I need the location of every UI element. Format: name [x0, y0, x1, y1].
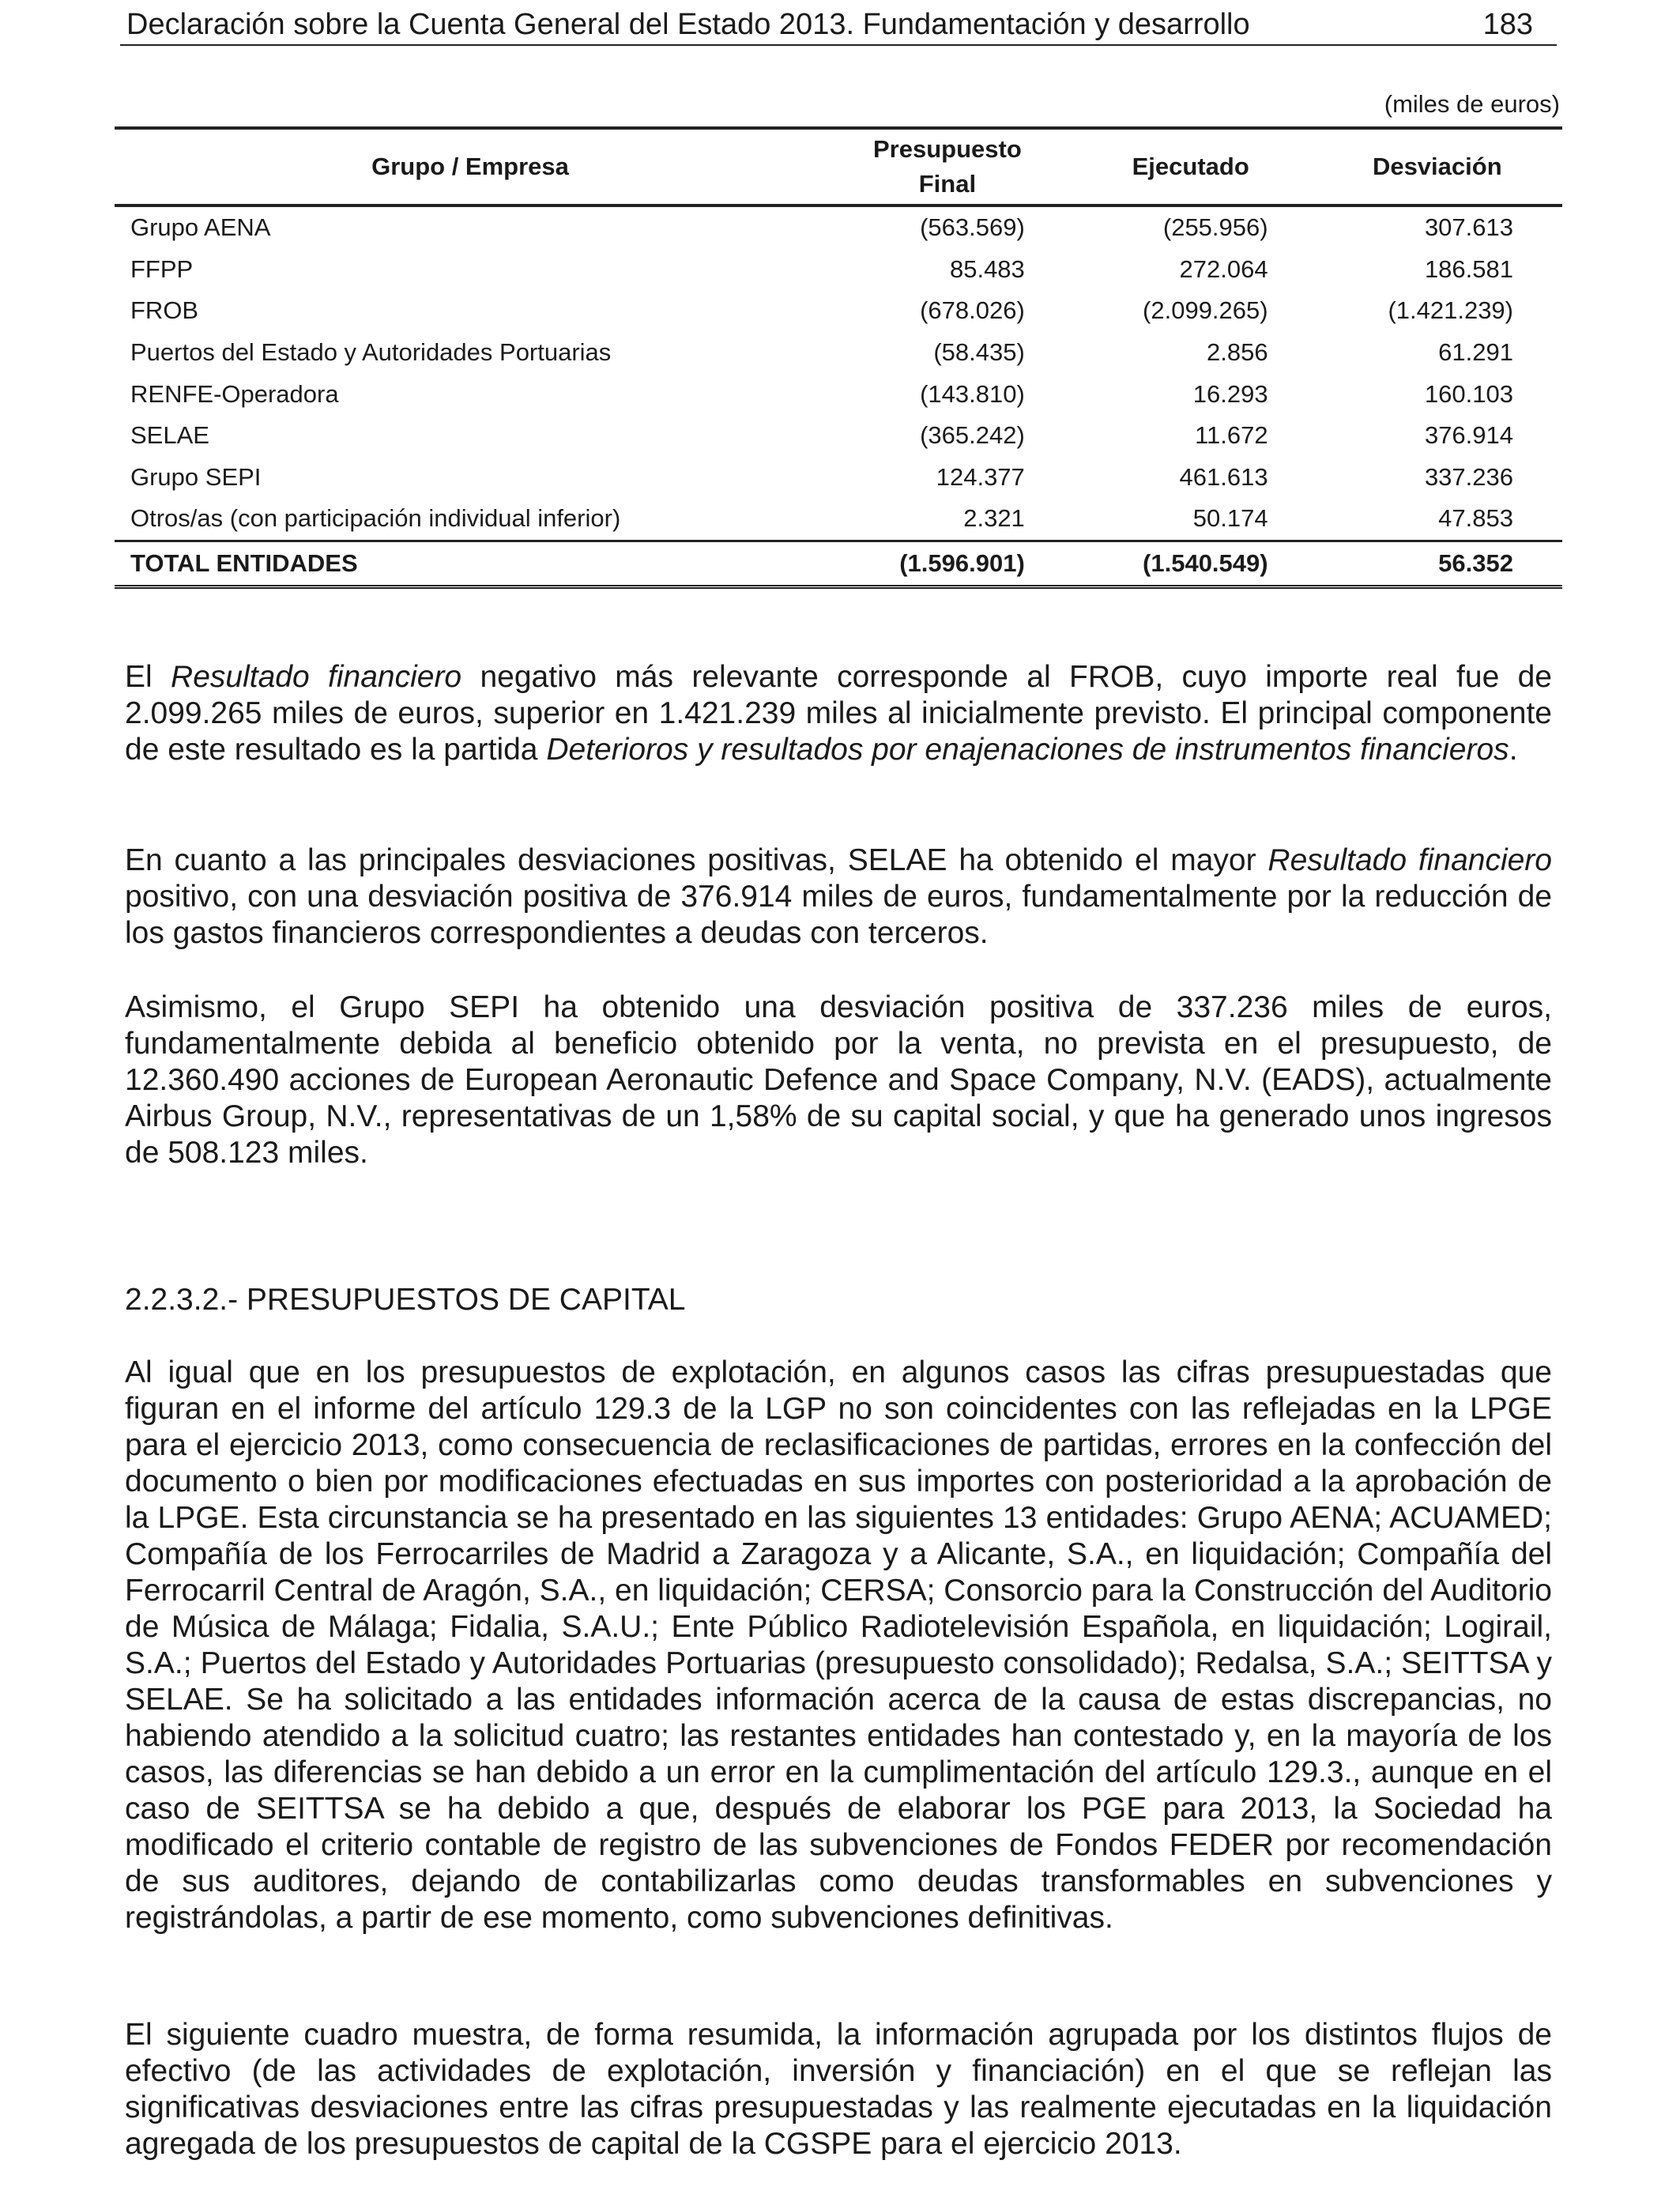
table-row [115, 415, 1562, 457]
header-title: Declaración sobre la Cuenta General del Estado 2013. Fundamentación y desarrollo [126, 8, 1250, 41]
paragraph-capital-budgets: Al igual que en los presupuestos de explotación, en algunos casos las cifras presupuestadas que figuran en el informe del artículo 129.3 de la LGP no son coincidentes con las reflejadas en la LPGE para el ejercicio 2013, como consecuencia de reclasificaciones de partidas, errores en la confección del documento o bien por modificaciones efectuadas en sus importes con posterioridad a la aprobación de la LPGE. Esta circunstancia se ha presentado en las siguientes 13 entidades: Grupo AENA; ACUAMED; Compañía de los Ferrocarriles de Madrid a Zaragoza y a Alicante, S.A., en liquidación; Compañía del Ferrocarril Central de Aragón, S.A., en liquidación; CERSA; Consorcio para la Construcción del Auditorio de Música de Málaga; Fidalia, S.A.U.; Ente Público Radiotelevisión Española, en liquidación; Logirail, S.A.; Puertos del Estado y Autoridades Portuarias (presupuesto consolidado); Redalsa, S.A.; SEITTSA y SELAE. Se ha solicitado a las entidades información acerca de la causa de estas discrepancias, no habiendo atendido a la solicitud cuatro; las restantes entidades han contestado y, en la mayoría de los casos, las diferencias se han debido a un error en la cumplimentación del artículo 129.3., aunque en el caso de SEITTSA se ha debido a que, después de elaborar los PGE para 2013, la Sociedad ha modificado el criterio contable de registro de las subvenciones de Fondos FEDER por recomendación de sus auditores, dejando de contabilizarlas como deudas transformables en subvenciones y registrándolas, a partir de ese momento, como subvenciones definitivas. [125, 1355, 1552, 1935]
table-row [115, 249, 1562, 291]
row-name: Grupo AENA [130, 213, 271, 242]
row-executed: 2.856 [1207, 338, 1268, 367]
total-name: TOTAL ENTIDADES [130, 548, 358, 577]
row-budget: (678.026) [920, 296, 1025, 325]
column-header-executed: Ejecutado [1069, 128, 1313, 205]
row-deviation: 186.581 [1424, 254, 1513, 283]
total-row [115, 541, 1562, 586]
section-heading: 2.2.3.2.- PRESUPUESTOS DE CAPITAL [125, 1283, 686, 1317]
emphasis-text: Resultado financiero [1268, 843, 1552, 877]
total-executed: (1.540.549) [1143, 548, 1268, 577]
row-name: SELAE [130, 421, 209, 450]
emphasis-text: Resultado financiero [171, 660, 462, 694]
row-executed: 11.672 [1195, 421, 1268, 450]
row-budget: (563.569) [920, 213, 1025, 242]
column-header-budget [826, 128, 1069, 205]
row-executed: 16.293 [1192, 379, 1268, 408]
table-footer [115, 541, 1562, 586]
row-executed: 272.064 [1179, 254, 1268, 283]
column-header-budget-line1: Presupuesto [873, 135, 1022, 163]
row-executed: (2.099.265) [1143, 296, 1268, 325]
table-row [115, 332, 1562, 374]
row-deviation: 47.853 [1438, 504, 1513, 533]
paragraph-text: El [125, 660, 171, 694]
row-budget: 2.321 [963, 504, 1025, 533]
units-note: (miles de euros) [1384, 90, 1560, 118]
paragraph-text: negativo más relevante corresponde al FROB, cuyo importe real fue de 2.099.265 miles de euros, superior en 1.421.239 miles al inicialmente previsto. El principal componente de este resultado es la partida [125, 660, 1552, 767]
table-row [115, 290, 1562, 332]
row-name: FROB [130, 296, 199, 325]
row-name: Puertos del Estado y Autoridades Portuarias [130, 338, 612, 367]
row-executed: 50.174 [1192, 504, 1268, 533]
row-budget: (365.242) [920, 421, 1025, 450]
row-budget: (143.810) [920, 379, 1025, 408]
row-deviation: 337.236 [1424, 462, 1513, 491]
row-deviation: 376.914 [1424, 421, 1513, 450]
page-number: 183 [1482, 8, 1533, 41]
paragraph-frob [125, 659, 1552, 768]
row-name: Grupo SEPI [130, 462, 262, 491]
table-header [115, 128, 1562, 205]
column-header-budget-line2: Final [918, 170, 977, 198]
paragraph-text: positivo, con una desviación positiva de 376.914 miles de euros, fundamentalmente por la reducción de los gastos financieros correspondientes a deudas con terceros. [125, 880, 1552, 950]
paragraph-text: En cuanto a las principales desviaciones positivas, SELAE ha obtenido el mayor [125, 843, 1268, 877]
table-row [115, 498, 1562, 541]
row-executed: (255.956) [1162, 213, 1268, 242]
paragraph-text: . [1509, 733, 1518, 767]
row-name: RENFE-Operadora [130, 379, 339, 408]
paragraph-sepi: Asimismo, el Grupo SEPI ha obtenido una desviación positiva de 337.236 miles de euros, fundamentalmente debida al beneficio obtenido por la venta, no prevista en el presupuesto, de 12.360.490 acciones de European Aeronautic Defence and Space Company, N.V. (EADS), actualmente Airbus Group, N.V., representativas de un 1,58% de su capital social, y que ha generado unos ingresos de 508.123 miles. [125, 990, 1552, 1170]
row-deviation: (1.421.239) [1388, 296, 1513, 325]
header-row [115, 128, 1562, 205]
total-budget: (1.596.901) [899, 548, 1025, 577]
total-deviation: 56.352 [1438, 548, 1513, 577]
running-header [120, 3, 1557, 46]
table-body [115, 205, 1562, 541]
table-row [115, 205, 1562, 249]
row-deviation: 160.103 [1424, 379, 1513, 408]
financial-results-table [115, 126, 1562, 589]
table-row [115, 373, 1562, 415]
emphasis-text: Deterioros y resultados por enajenaciones de instrumentos financieros [546, 733, 1509, 767]
row-budget: 124.377 [936, 462, 1025, 491]
row-deviation: 61.291 [1438, 338, 1513, 367]
column-header-deviation: Desviación [1313, 128, 1562, 205]
row-name: Otros/as (con participación individual inferior) [130, 504, 621, 533]
row-budget: 85.483 [949, 254, 1025, 283]
paragraph-selae [125, 843, 1552, 952]
column-header-group: Grupo / Empresa [115, 128, 826, 205]
paragraph-cash-flows: El siguiente cuadro muestra, de forma resumida, la información agrupada por los distintos flujos de efectivo (de las actividades de explotación, inversión y financiación) en el que se reflejan las significativas desviaciones entre las cifras presupuestadas y las realmente ejecutadas en la liquidación agregada de los presupuestos de capital de la CGSPE para el ejercicio 2013. [125, 2018, 1552, 2161]
row-name: FFPP [130, 254, 194, 283]
row-deviation: 307.613 [1424, 213, 1513, 242]
row-budget: (58.435) [933, 338, 1025, 367]
table-row [115, 457, 1562, 499]
row-executed: 461.613 [1179, 462, 1268, 491]
